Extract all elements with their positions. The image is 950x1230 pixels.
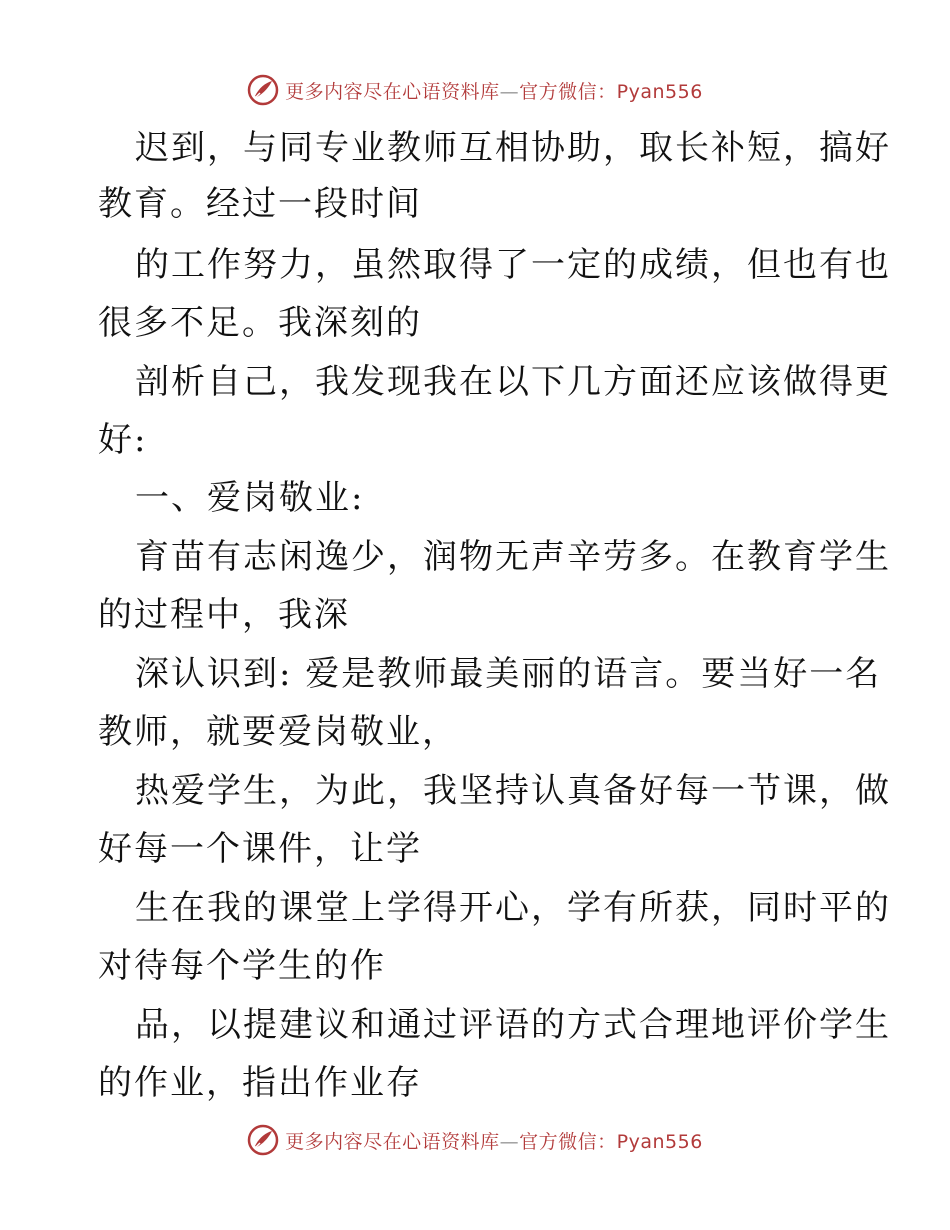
banner-text — [285, 1127, 703, 1154]
feather-pen-logo-icon — [247, 1124, 279, 1156]
text-line: 迟到，与同专业教师互相协助，取长补短，搞好 — [135, 128, 891, 168]
footer-banner — [0, 1120, 950, 1160]
banner-contact-text: 官方微信：Pyan556 — [519, 1130, 703, 1153]
text-line: 生在我的课堂上学得开心，学有所获，同时平的 — [135, 888, 891, 928]
text-line: 热爱学生，为此，我坚持认真备好每一节课，做 — [135, 771, 891, 811]
text-line: 教师，就要爱岗敬业， — [98, 712, 458, 752]
text-line: 深认识到: 爱是教师最美丽的语言。要当好一名 — [135, 654, 882, 694]
banner-contact-text: 官方微信：Pyan556 — [519, 80, 703, 103]
banner-text — [285, 77, 703, 104]
text-line: 很多不足。我深刻的 — [98, 303, 422, 343]
text-line: 好每一个课件，让学 — [98, 829, 422, 869]
text-line: 育苗有志闲逸少，润物无声辛劳多。在教育学生 — [135, 537, 891, 577]
feather-pen-logo-icon — [247, 74, 279, 106]
banner-main-text: 更多内容尽在心语资料库 — [285, 1130, 500, 1153]
text-line: 的过程中，我深 — [98, 595, 350, 635]
header-banner — [0, 70, 950, 110]
text-line: 教育。经过一段时间 — [98, 184, 422, 224]
text-line: 的工作努力，虽然取得了一定的成绩，但也有也 — [135, 245, 891, 285]
text-line: 的作业，指出作业存 — [98, 1063, 422, 1103]
banner-separator: — — [499, 80, 520, 103]
text-line: 对待每个学生的作 — [98, 946, 386, 986]
text-line: 剖析自己，我发现我在以下几方面还应该做得更 — [135, 362, 891, 402]
banner-main-text: 更多内容尽在心语资料库 — [285, 80, 500, 103]
section-heading: 一、爱岗敬业: — [135, 478, 365, 518]
banner-separator: — — [499, 1130, 520, 1153]
text-line: 品，以提建议和通过评语的方式合理地评价学生 — [135, 1005, 891, 1045]
text-line: 好: — [98, 420, 148, 460]
